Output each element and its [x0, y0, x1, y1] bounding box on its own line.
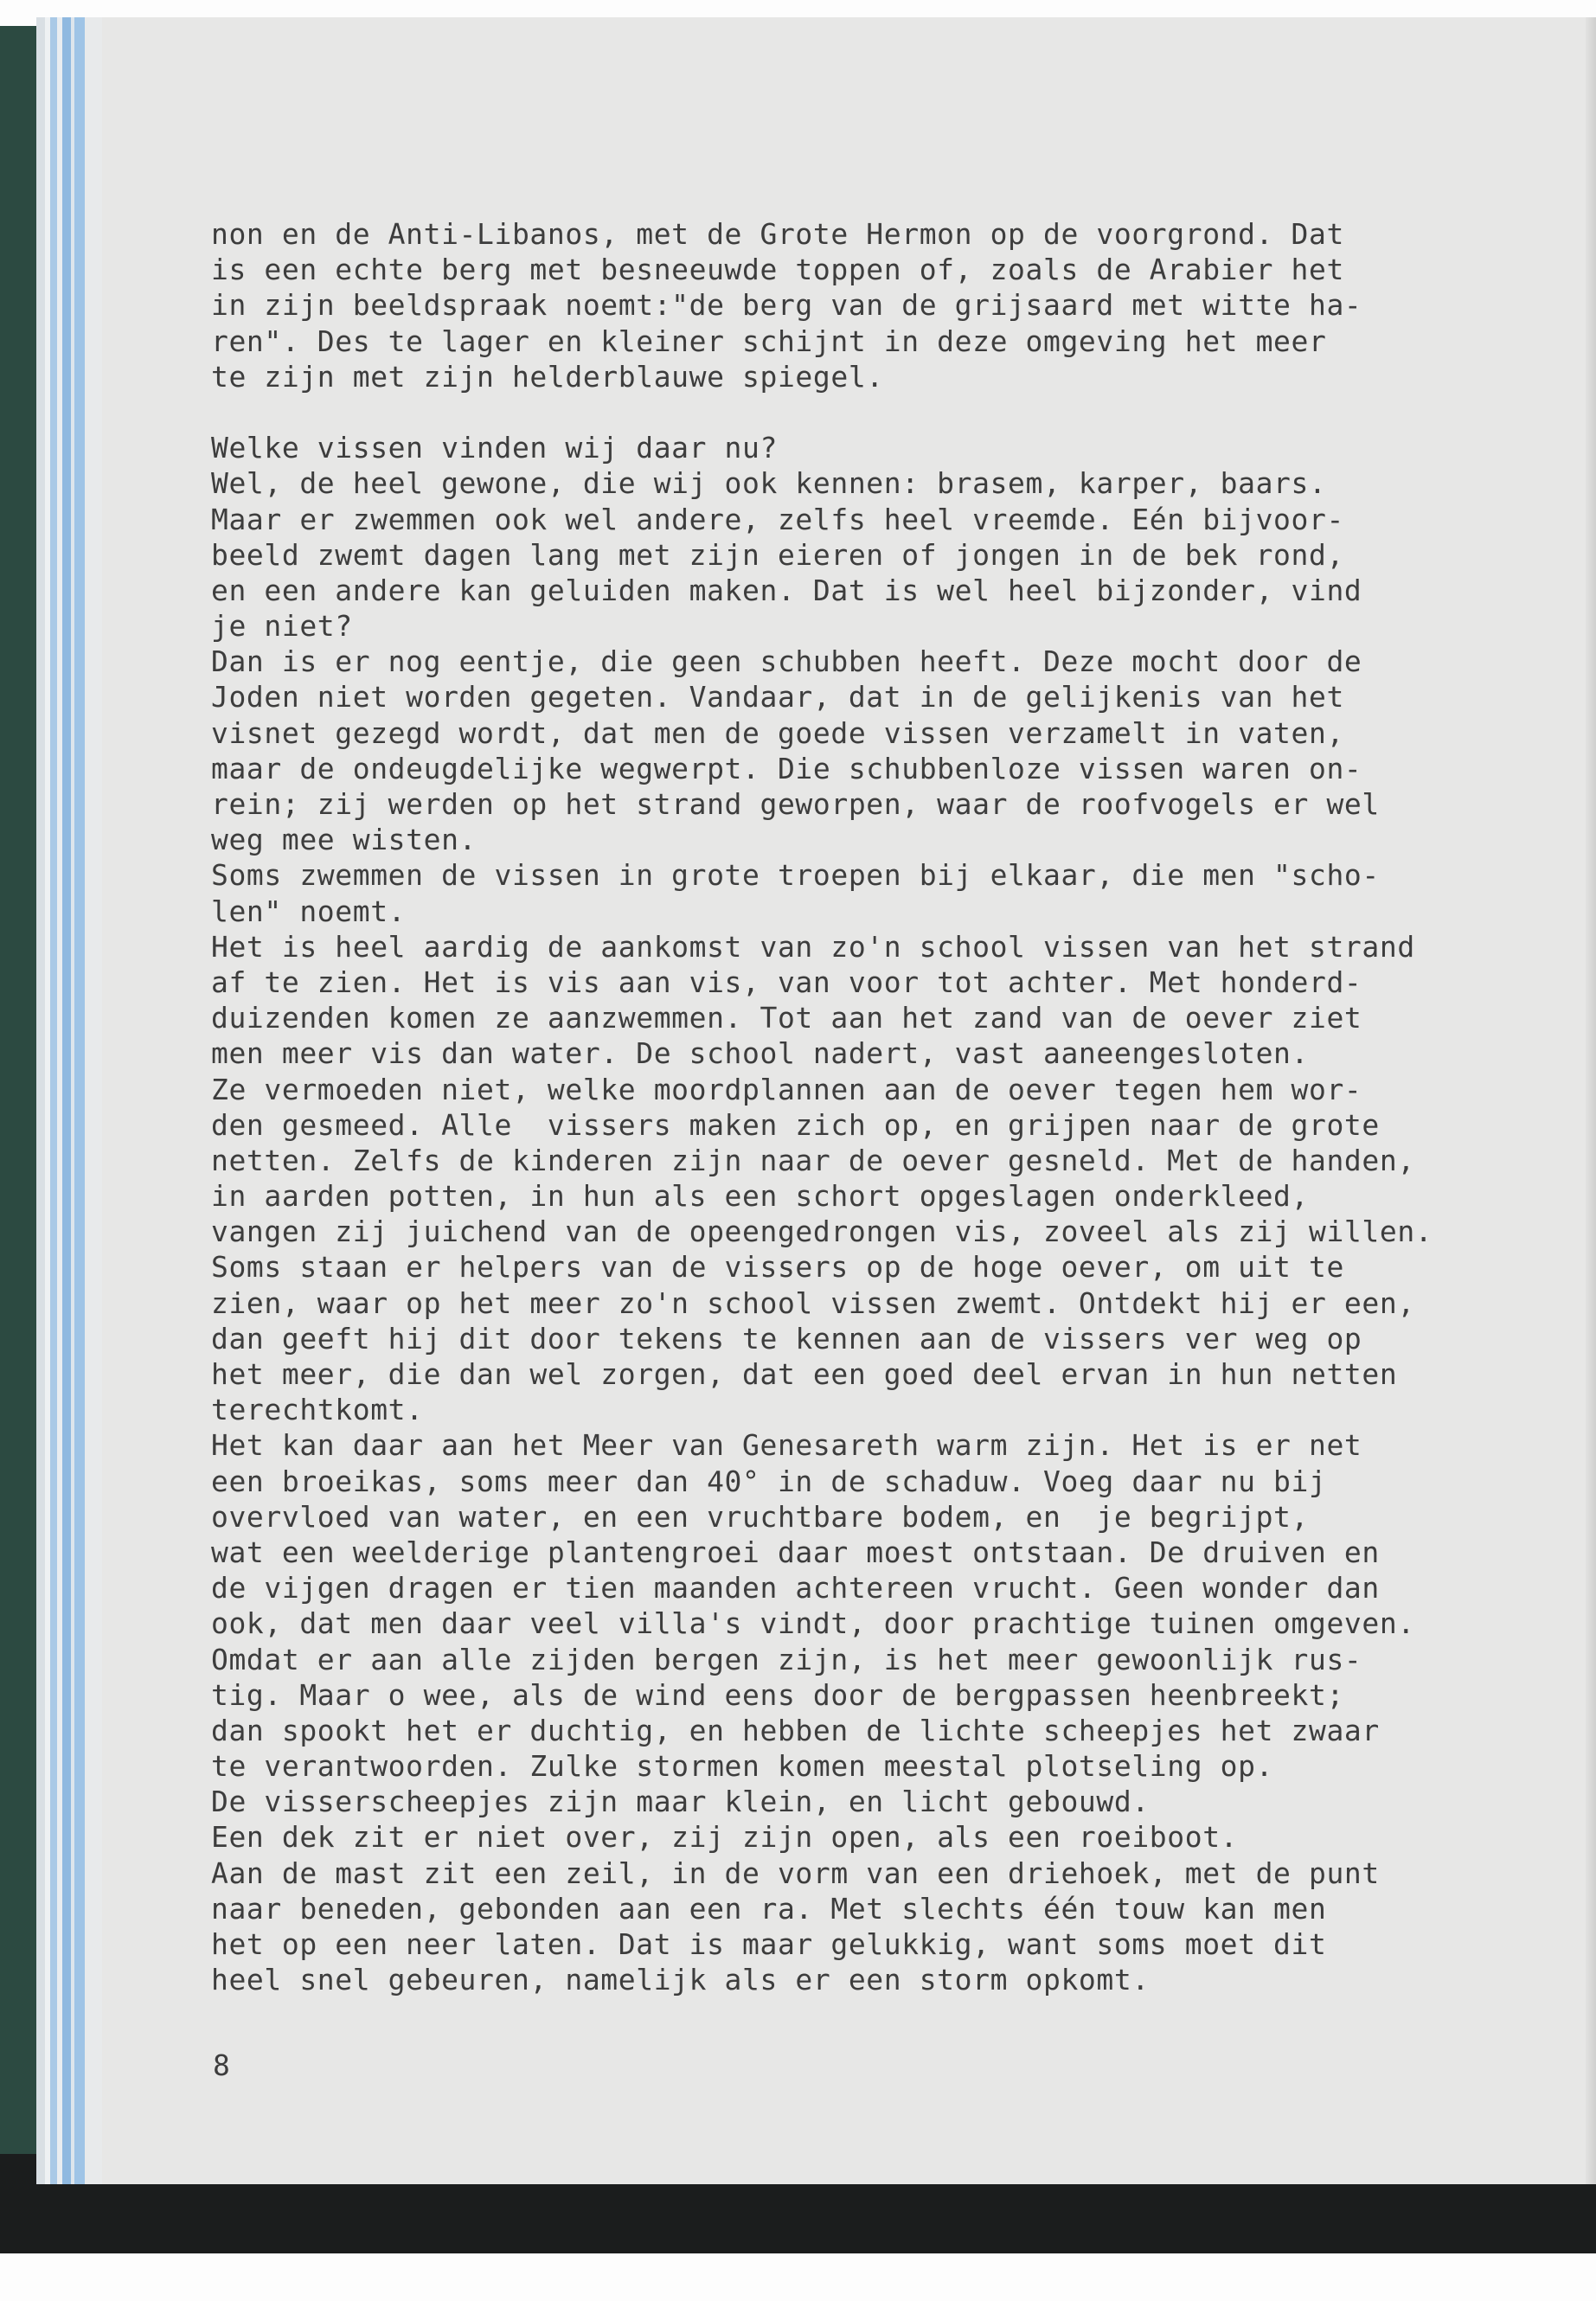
- text-line: in zijn beeldspraak noemt:"de berg van de grijsaard met witte ha-: [211, 288, 1362, 323]
- text-line: Soms zwemmen de vissen in grote troepen bij elkaar, die men "scho-: [211, 858, 1380, 893]
- text-line: dan geeft hij dit door tekens te kennen aan de vissers ver weg op: [211, 1321, 1362, 1356]
- text-line: in aarden potten, in hun als een schort opgeslagen onderkleed,: [211, 1179, 1309, 1214]
- page-fold-shadow: [1586, 17, 1596, 2184]
- text-line: non en de Anti-Libanos, met de Grote Hermon op de voorgrond. Dat: [211, 217, 1344, 251]
- text-line: te zijn met zijn helderblauwe spiegel.: [211, 359, 884, 394]
- page-number: 8: [213, 2048, 230, 2082]
- text-line: De visserscheepjes zijn maar klein, en licht gebouwd.: [211, 1785, 1150, 1819]
- text-line: ook, dat men daar veel villa's vindt, door prachtige tuinen omgeven.: [211, 1606, 1415, 1641]
- text-line: Maar er zwemmen ook wel andere, zelfs heel vreemde. Eén bijvoor-: [211, 502, 1344, 536]
- text-line: dan spookt het er duchtig, en hebben de lichte scheepjes het zwaar: [211, 1713, 1380, 1747]
- text-line: af te zien. Het is vis aan vis, van voor tot achter. Met honderd-: [211, 965, 1362, 999]
- text-line: en een andere kan geluiden maken. Dat is wel heel bijzonder, vind: [211, 573, 1362, 607]
- text-line: heel snel gebeuren, namelijk als er een storm opkomt.: [211, 1963, 1150, 1997]
- text-line: Wel, de heel gewone, die wij ook kennen: brasem, karper, baars.: [211, 466, 1327, 501]
- text-line: weg mee wisten.: [211, 823, 478, 857]
- text-line: wat een weelderige plantengroei daar moest ontstaan. De druiven en: [211, 1535, 1380, 1569]
- text-line: Ze vermoeden niet, welke moordplannen aan de oever tegen hem wor-: [211, 1072, 1362, 1106]
- text-line: Het is heel aardig de aankomst van zo'n school vissen van het strand: [211, 929, 1415, 964]
- text-line: zien, waar op het meer zo'n school vissen zwemt. Ontdekt hij er een,: [211, 1285, 1415, 1320]
- text-line: duizenden komen ze aanzwemmen. Tot aan het zand van de oever ziet: [211, 1001, 1362, 1035]
- text-line: naar beneden, gebonden aan een ra. Met slechts één touw kan men: [211, 1891, 1327, 1926]
- text-line: len" noemt.: [211, 894, 407, 928]
- text-line: Welke vissen vinden wij daar nu?: [211, 431, 778, 465]
- text-line: het meer, die dan wel zorgen, dat een goed deel ervan in hun netten: [211, 1357, 1398, 1391]
- text-line: is een echte berg met besneeuwde toppen of, zoals de Arabier het: [211, 253, 1344, 287]
- text-line: een broeikas, soms meer dan 40° in de schaduw. Voeg daar nu bij: [211, 1464, 1327, 1498]
- text-line: Dan is er nog eentje, die geen schubben heeft. Deze mocht door de: [211, 644, 1362, 679]
- text-line: Joden niet worden gegeten. Vandaar, dat in de gelijkenis van het: [211, 680, 1344, 715]
- text-line: het op een neer laten. Dat is maar gelukkig, want soms moet dit: [211, 1927, 1327, 1961]
- text-line: tig. Maar o wee, als de wind eens door de bergpassen heenbreekt;: [211, 1677, 1344, 1712]
- text-line: de vijgen dragen er tien maanden achtereen vrucht. Geen wonder dan: [211, 1571, 1380, 1606]
- text-line: beeld zwemt dagen lang met zijn eieren of jongen in de bek rond,: [211, 537, 1344, 572]
- text-line: Het kan daar aan het Meer van Genesareth warm zijn. Het is er net: [211, 1428, 1362, 1463]
- text-line: [211, 394, 1483, 430]
- text-line: Aan de mast zit een zeil, in de vorm van een driehoek, met de punt: [211, 1856, 1380, 1890]
- text-line: netten. Zelfs de kinderen zijn naar de oever gesneld. Met de handen,: [211, 1143, 1415, 1177]
- text-line: Soms staan er helpers van de vissers op de hoge oever, om uit te: [211, 1250, 1344, 1285]
- text-line: terechtkomt.: [211, 1393, 424, 1427]
- text-line: je niet?: [211, 609, 353, 644]
- text-line: Een dek zit er niet over, zij zijn open, als een roeiboot.: [211, 1820, 1239, 1855]
- text-line: vangen zij juichend van de opeengedrongen vis, zoveel als zij willen.: [211, 1215, 1433, 1249]
- text-line: maar de ondeugdelijke wegwerpt. Die schubbenloze vissen waren on-: [211, 751, 1362, 785]
- text-line: men meer vis dan water. De school nadert, vast aaneengesloten.: [211, 1036, 1309, 1071]
- text-line: Omdat er aan alle zijden bergen zijn, is het meer gewoonlijk rus-: [211, 1642, 1362, 1676]
- text-line: den gesmeed. Alle vissers maken zich op, en grijpen naar de grote: [211, 1107, 1380, 1142]
- text-line: overvloed van water, en een vruchtbare bodem, en je begrijpt,: [211, 1499, 1309, 1534]
- text-line: ren". Des te lager en kleiner schijnt in deze omgeving het meer: [211, 324, 1327, 358]
- text-line: rein; zij werden op het strand geworpen, waar de roofvogels er wel: [211, 787, 1380, 821]
- typed-text-body: [211, 216, 1483, 1997]
- text-line: te verantwoorden. Zulke stormen komen meestal plotseling op.: [211, 1749, 1274, 1784]
- text-line: visnet gezegd wordt, dat men de goede vissen verzamelt in vaten,: [211, 715, 1344, 750]
